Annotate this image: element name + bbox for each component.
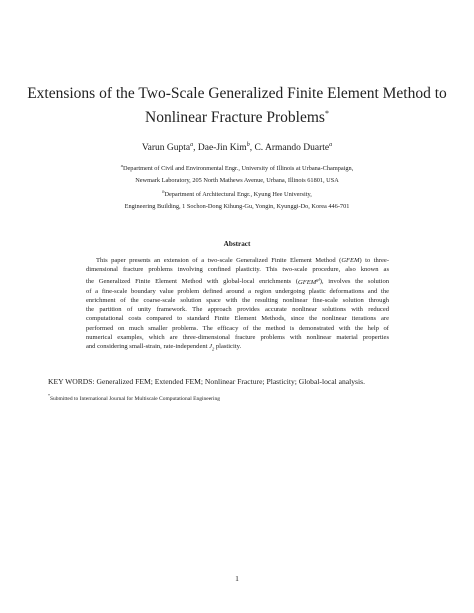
abstract-line: the partition of unity framework. The approach provides accurate nonlinear solutions with reduced (86, 306, 389, 314)
title-footnote: *Submitted to International Journal for Multiscale Computational Engineering (48, 393, 221, 402)
affiliation-line: $^b$Department of Architectural Engr., Kyung Hee University, (162, 189, 312, 199)
abstract-line: dimensional fracture problems involving confined plasticity. This two-scale procedure, also known as (86, 266, 389, 274)
affiliation-line: $^a$Department of Civil and Environmental Engr., University of Illinois at Urbana-Champaign, (120, 163, 354, 173)
abstract-body (86, 256, 389, 354)
author-affiliation-mark: a (190, 142, 194, 148)
author-list: Varun Gupta$^a$, Dae-Jin Kim$^b$, C. Armando Duarte$^a$ (141, 142, 333, 154)
title-line-2: Nonlinear Fracture Problems* (145, 109, 329, 127)
paper-title (20, 84, 454, 128)
abstract-line: This paper presents an extension of a two-scale Generalized Finite Element Method (GFEM) to three- (96, 257, 390, 264)
title-footnote-mark: * (324, 109, 329, 118)
keywords: KEY WORDS: Generalized FEM; Extended FEM; Nonlinear Fracture; Plasticity; Global-local analysis. (48, 377, 365, 386)
page-number: 1 (235, 574, 239, 583)
author-name: Varun Gupta (141, 143, 191, 154)
affiliations (30, 160, 444, 213)
abstract-heading: Abstract (223, 240, 251, 248)
abstract-line: and considering small-strain, rate-independent $J_2$ plasticity. (86, 343, 242, 352)
title-line-1: Extensions of the Two-Scale Generalized Finite Element Method to (27, 85, 447, 102)
abstract-line: numerical examples, which are three-dimensional fracture problems with nonlinear material properties (86, 333, 389, 341)
author-affiliation-mark: b (246, 142, 250, 148)
abstract-line: of a fine-scale boundary value problem defined around a region undergoing plastic deformations and the (86, 287, 389, 295)
abstract-line: enrichment of the coarse-scale solution space with the resulting nonlinear fine-scale solution through (86, 296, 389, 304)
abstract-line: computational costs compared to standard Finite Element Methods, since the nonlinear iterations are (86, 315, 389, 323)
author-affiliation-mark: a (329, 142, 333, 148)
author-name: C. Armando Duarte (254, 143, 330, 154)
abstract-line: performed on much smaller problems. The efficacy of the method is demonstrated with the help of (86, 324, 389, 332)
affiliation-line: Newmark Laboratory, 205 North Mathews Avenue, Urbana, Illinois 61801, USA (135, 176, 339, 184)
abstract-line: the Generalized Finite Element Method with global-local enrichments $(GFEM^{gl})$, involves the solution (86, 276, 389, 286)
affiliation-line: Engineering Building, 1 Sochon-Dong Kihung-Gu, Yongin, Kyunggi-Do, Korea 446-701 (124, 202, 350, 210)
author-name: Dae-Jin Kim (197, 143, 247, 154)
